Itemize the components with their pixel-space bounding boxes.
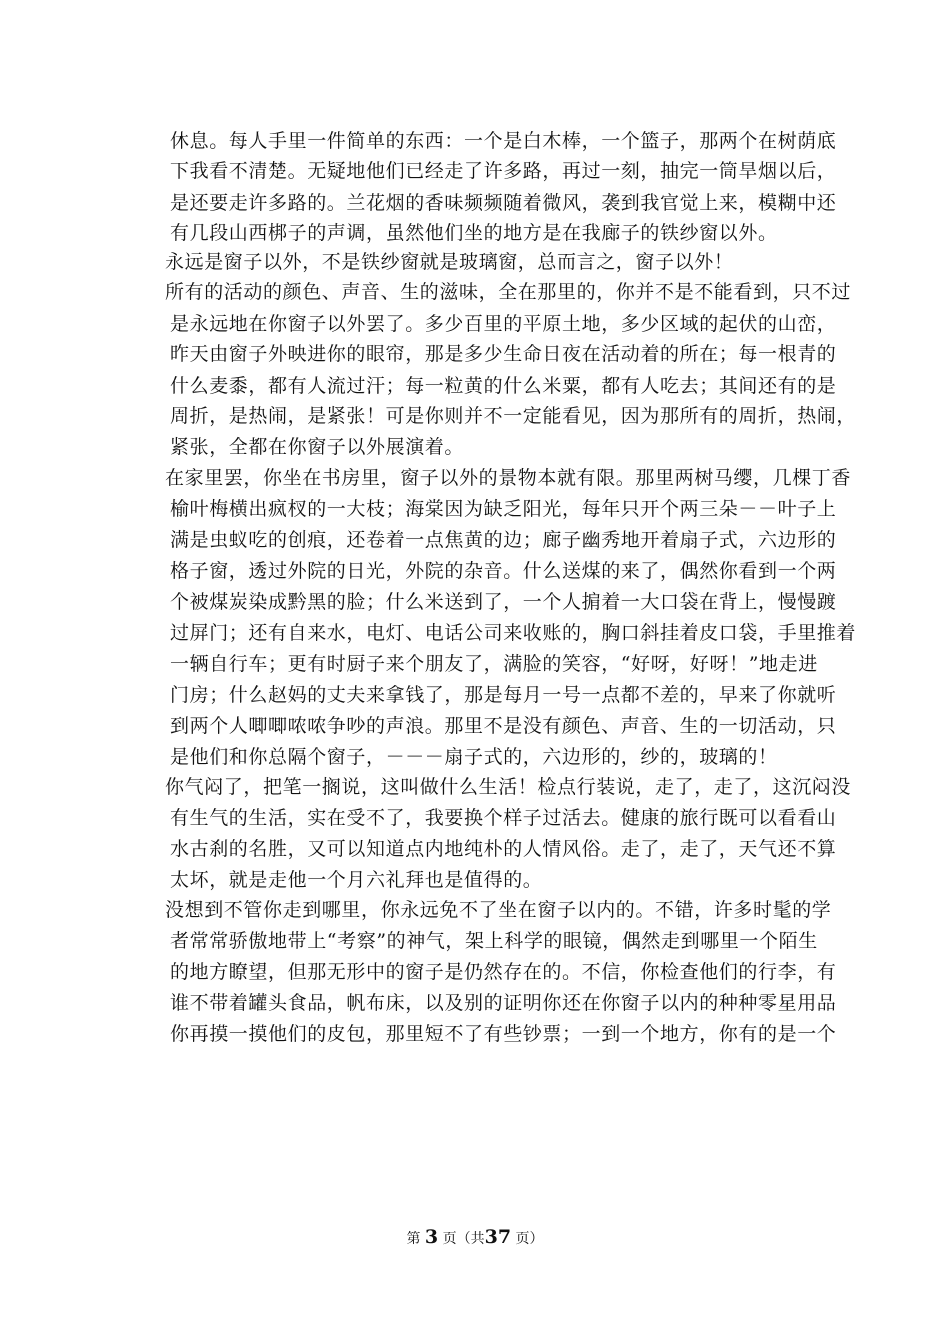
text-line: 的地方瞭望，但那无形中的窗子是仍然存在的。不信，你检查他们的行李，有 — [170, 961, 837, 983]
text-line: 没想到不管你走到哪里，你永远免不了坐在窗子以内的。不错，许多时髦的学 — [165, 899, 832, 921]
text-line: 到两个人唧唧哝哝争吵的声浪。那里不是没有颜色、声音、生的一切活动，只 — [170, 715, 837, 737]
current-page-number: 3 — [424, 1226, 439, 1248]
text-line: 什么麦黍，都有人流过汗；每一粒黄的什么米粟，都有人吃去；其间还有的是 — [170, 375, 837, 397]
text-line: 是他们和你总隔个窗子，－－－扇子式的，六边形的，纱的，玻璃的！ — [170, 746, 778, 768]
footer-prefix: 第 — [406, 1231, 421, 1247]
text-line: 紧张，全都在你窗子以外展演着。 — [170, 436, 465, 458]
text-line: 所有的活动的颜色、声音、生的滋味，全在那里的，你并不是不能看到，只不过 — [165, 281, 852, 303]
text-line: 者常常骄傲地带上“考察”的神气，架上科学的眼镜，偶然走到哪里一个陌生 — [170, 930, 818, 952]
footer-middle: 页（共 — [442, 1231, 485, 1247]
text-line: 谁不带着罐头食品，帆布床，以及别的证明你还在你窗子以内的种种零星用品 — [170, 992, 837, 1014]
text-line: 下我看不清楚。无疑地他们已经走了许多路，再过一刻，抽完一筒旱烟以后， — [170, 160, 837, 182]
footer-suffix: 页） — [515, 1231, 544, 1247]
text-line: 休息。每人手里一件简单的东西：一个是白木棒，一个篮子，那两个在树荫底 — [170, 130, 837, 152]
page-number-footer — [0, 1225, 950, 1251]
text-line: 是还要走许多路的。兰花烟的香味频频随着微风，袭到我官觉上来，模糊中还 — [170, 192, 837, 214]
text-line: 个被煤炭染成黔黑的脸；什么米送到了，一个人掮着一大口袋在背上，慢慢踱 — [170, 591, 837, 613]
text-line: 过屏门；还有自来水，电灯、电话公司来收账的，胸口斜挂着皮口袋，手里推着 — [170, 622, 857, 644]
text-line: 昨天由窗子外映进你的眼帘，那是多少生命日夜在活动着的所在；每一根青的 — [170, 343, 837, 365]
text-line: 水古刹的名胜，又可以知道点内地纯朴的人情风俗。走了，走了，天气还不算 — [170, 838, 837, 860]
text-line: 榆叶梅横出疯杈的一大枝；海棠因为缺乏阳光，每年只开个两三朵－－叶子上 — [170, 498, 837, 520]
total-page-count: 37 — [484, 1226, 512, 1248]
text-line: 格子窗，透过外院的日光，外院的杂音。什么送煤的来了，偶然你看到一个两 — [170, 560, 837, 582]
text-line: 永远是窗子以外，不是铁纱窗就是玻璃窗，总而言之，窗子以外！ — [165, 251, 734, 273]
text-line: 你再摸一摸他们的皮包，那里短不了有些钞票；一到一个地方，你有的是一个 — [170, 1023, 837, 1045]
text-line: 有几段山西梆子的声调，虽然他们坐的地方是在我廊子的铁纱窗以外。 — [170, 222, 778, 244]
text-line: 周折，是热闹，是紧张！可是你则并不一定能看见，因为那所有的周折，热闹， — [170, 405, 857, 427]
text-line: 在家里罢，你坐在书房里，窗子以外的景物本就有限。那里两树马缨，几棵丁香 — [165, 467, 852, 489]
text-line: 是永远地在你窗子以外罢了。多少百里的平原土地，多少区域的起伏的山峦， — [170, 313, 837, 335]
text-line: 太坏，就是走他一个月六礼拜也是值得的。 — [170, 869, 543, 891]
text-line: 一辆自行车；更有时厨子来个朋友了，满脸的笑容，“好呀，好呀！”地走进 — [170, 653, 818, 675]
text-line: 满是虫蚁吃的创痕，还卷着一点焦黄的边；廊子幽秀地开着扇子式，六边形的 — [170, 529, 837, 551]
text-line: 你气闷了，把笔一搁说，这叫做什么生活！检点行装说，走了，走了，这沉闷没 — [165, 776, 852, 798]
text-line: 门房；什么赵妈的丈夫来拿钱了，那是每月一号一点都不差的，早来了你就听 — [170, 684, 837, 706]
text-line: 有生气的生活，实在受不了，我要换个样子过活去。健康的旅行既可以看看山 — [170, 807, 837, 829]
